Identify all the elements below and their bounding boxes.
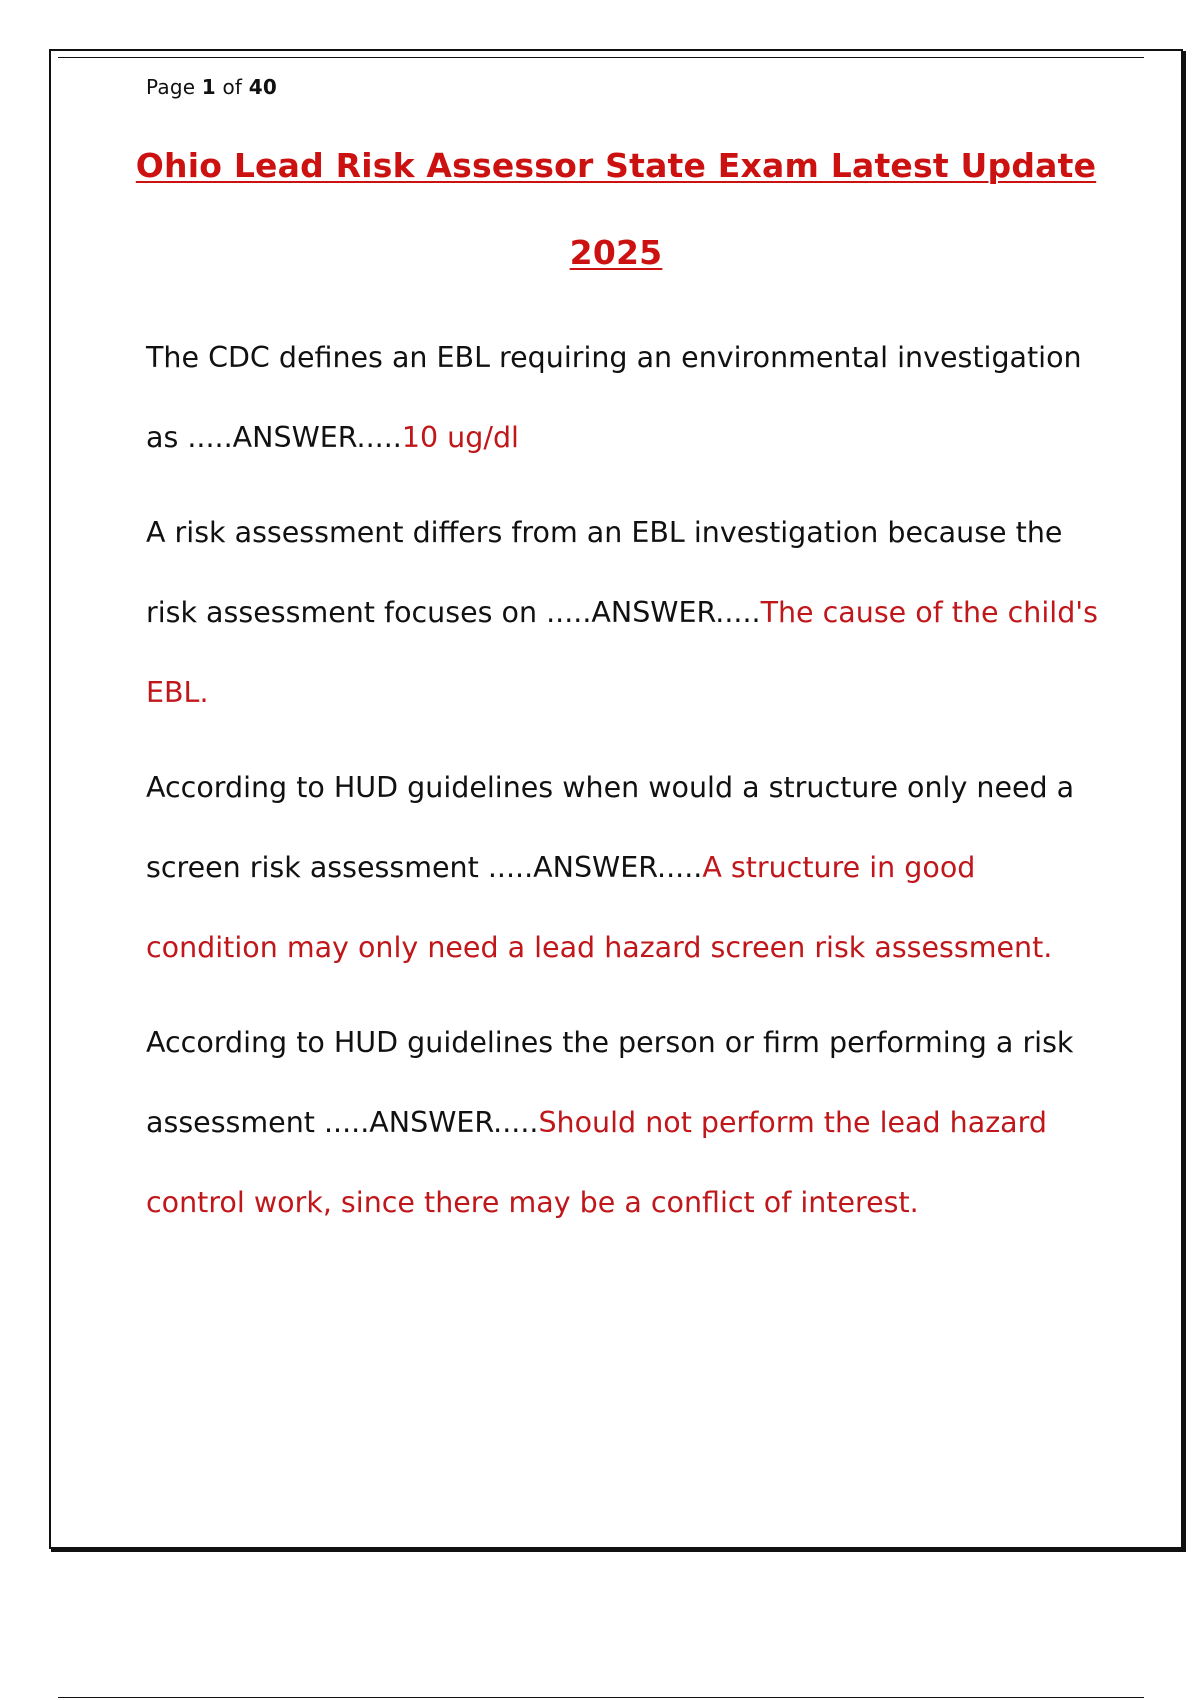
answer-text: 10 ug/dl	[401, 421, 519, 454]
page-counter	[146, 75, 277, 99]
question-text: A risk assessment differs from an EBL investigation because the	[146, 516, 1063, 549]
answer-text: The cause of the child's	[760, 596, 1098, 629]
qa-item	[146, 1015, 1086, 1255]
answer-text: Should not perform the lead hazard	[538, 1106, 1047, 1139]
border-shadow-bottom	[51, 1549, 1186, 1552]
document-title-year: 2025	[569, 233, 663, 272]
question-text: as .....ANSWER.....	[146, 421, 402, 454]
page-total: 40	[248, 75, 277, 99]
header-rule	[58, 57, 1144, 58]
page-counter-middle: of	[215, 75, 249, 99]
question-text: According to HUD guidelines the person or firm performing a risk	[146, 1026, 1074, 1059]
answer-text: A structure in good	[702, 851, 976, 884]
answer-line: condition may only need a lead hazard screen risk assessment.	[146, 931, 1053, 964]
question-text: assessment .....ANSWER.....	[146, 1106, 539, 1139]
qa-item	[146, 760, 1086, 1000]
answer-line: EBL.	[146, 676, 209, 709]
page-counter-prefix: Page	[146, 75, 202, 99]
question-text: According to HUD guidelines when would a structure only need a	[146, 771, 1075, 804]
question-text: The CDC defines an EBL requiring an environmental investigation	[146, 341, 1082, 374]
page-current: 1	[201, 75, 216, 99]
question-text: risk assessment focuses on .....ANSWER.....	[146, 596, 761, 629]
answer-line: control work, since there may be a conflict of interest.	[146, 1186, 919, 1219]
border-shadow-right	[1183, 51, 1186, 1551]
question-answer-line	[146, 840, 1086, 920]
question-answer-line	[146, 585, 1098, 665]
question-answer-line	[146, 1095, 1086, 1175]
document-title: Ohio Lead Risk Assessor State Exam Latest Update	[135, 146, 1097, 185]
qa-item	[146, 505, 1098, 745]
question-line	[146, 1015, 1086, 1095]
qa-item	[146, 330, 1086, 490]
question-line	[146, 330, 1086, 410]
question-text: screen risk assessment .....ANSWER.....	[146, 851, 703, 884]
footer-rule	[58, 1697, 1144, 1698]
question-answer-line	[146, 410, 1086, 490]
question-line	[146, 505, 1086, 585]
question-line	[146, 760, 1086, 840]
qa-content	[146, 330, 1098, 1270]
